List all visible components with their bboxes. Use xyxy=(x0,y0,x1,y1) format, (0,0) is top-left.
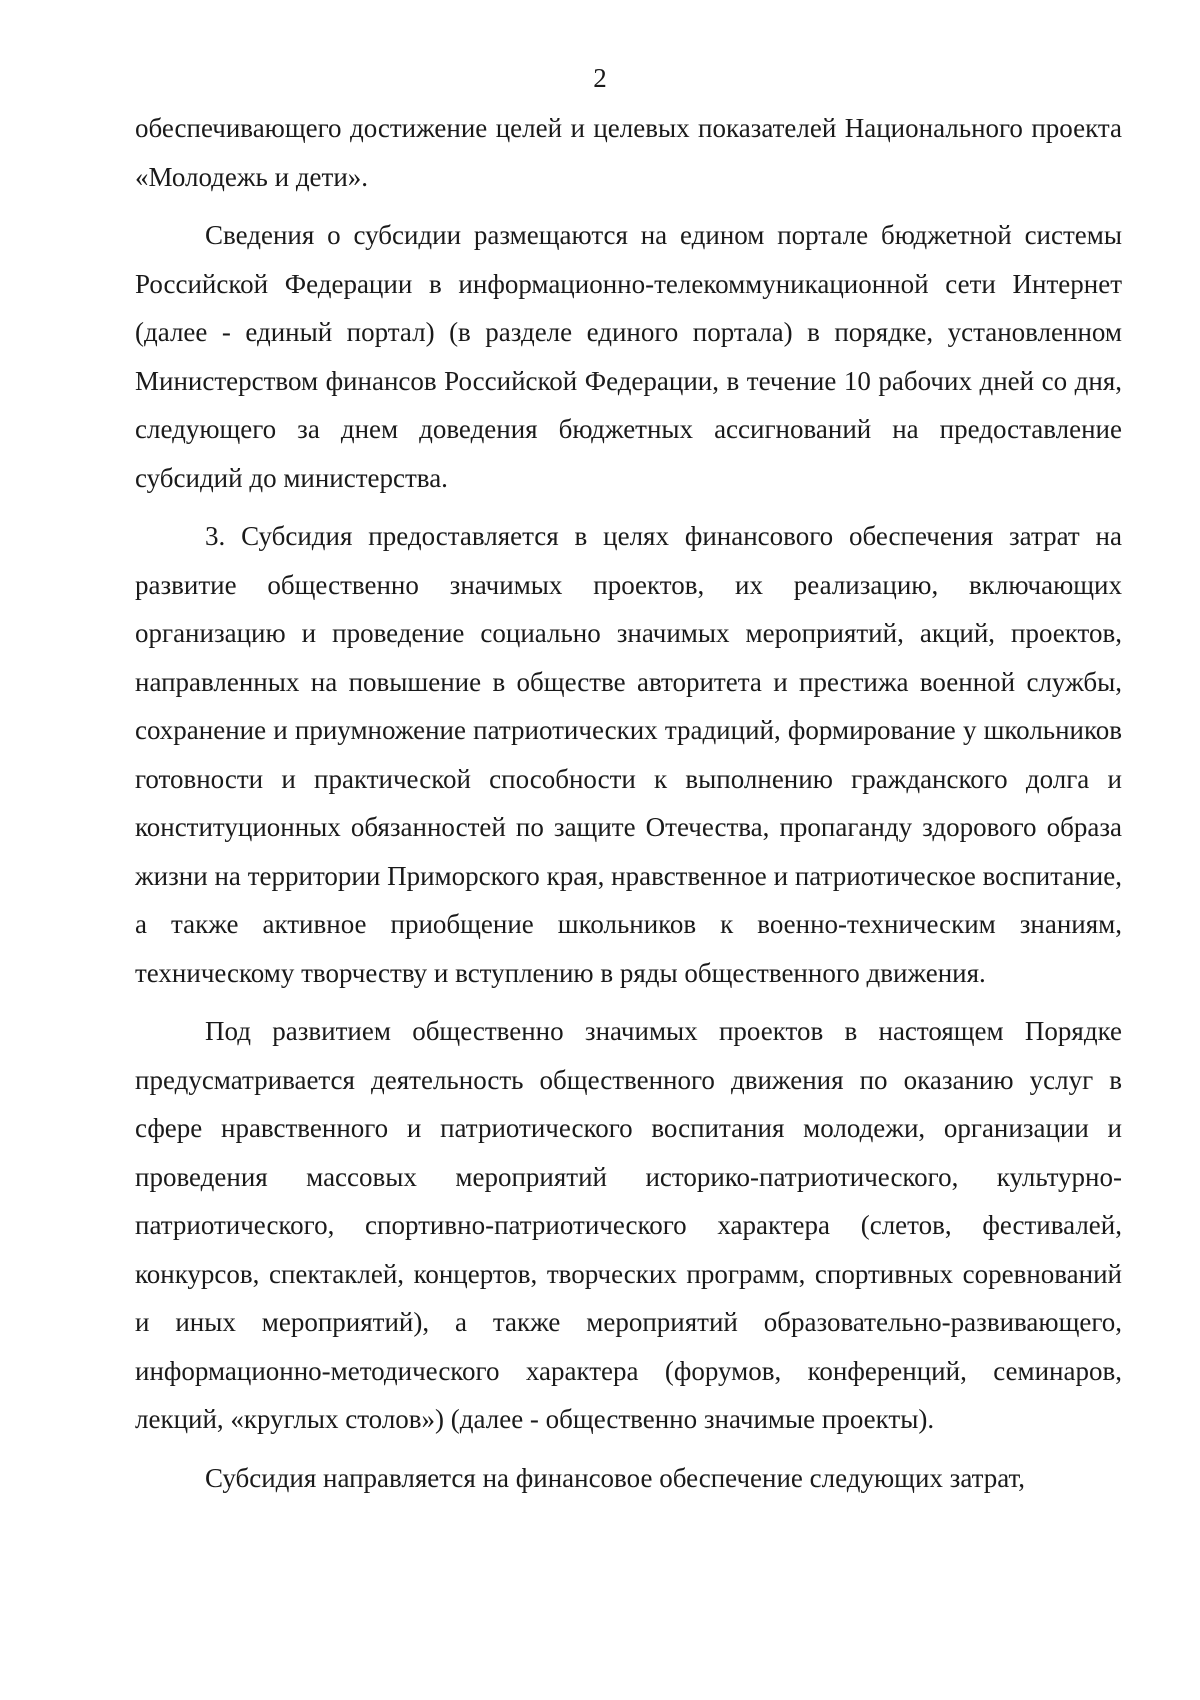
document-body xyxy=(135,104,1122,1502)
paragraph-clause-3: 3. Субсидия предоставляется в целях финансового обеспечения затрат на развитие общественно значимых проектов, их реализацию, включающих организацию и проведение социально значимых мероприятий, акций, проектов, направленных на повышение в обществе авторитета и престижа военной службы, сохранение и приумножение патриотических традиций, формирование у школьников готовности и практической способности к выполнению гражданского долга и конституционных обязанностей по защите Отечества, пропаганду здорового образа жизни на территории Приморского края, нравственное и патриотическое воспитание, а также активное приобщение школьников к военно-техническим знаниям, техническому творчеству и вступлению в ряды общественного движения. xyxy=(135,521,1122,988)
paragraph-spacer xyxy=(135,201,1122,211)
paragraph-spacer xyxy=(135,502,1122,512)
paragraph-projects-definition: Под развитием общественно значимых проектов в настоящем Порядке предусматривается деятельность общественного движения по оказанию услуг в сфере нравственного и патриотического воспитания молодежи, организации и проведения массовых мероприятий историко-патриотического, культурно-патриотического, спортивно-патриотического характера (слетов, фестивалей, конкурсов, спектаклей, концертов, творческих программ, спортивных соревнований и иных мероприятий), а также мероприятий образовательно-развивающего, информационно-методического характера (форумов, конференций, семинаров, лекций, «круглых столов») (далее - общественно значимые проекты). xyxy=(135,1016,1122,1434)
paragraph-spacer xyxy=(135,997,1122,1007)
paragraph-continuation: обеспечивающего достижение целей и целевых показателей Национального проекта «Молодежь и дети». xyxy=(135,113,1122,192)
paragraph-subsidy-info: Сведения о субсидии размещаются на едином портале бюджетной системы Российской Федерации в информационно-телекоммуникационной сети Интернет (далее - единый портал) (в разделе единого портала) в порядке, установленном Министерством финансов Российской Федерации, в течение 10 рабочих дней со дня, следующего за днем доведения бюджетных ассигнований на предоставление субсидий до министерства. xyxy=(135,220,1122,493)
paragraph-spacer xyxy=(135,1444,1122,1454)
paragraph-subsidy-costs: Субсидия направляется на финансовое обеспечение следующих затрат, xyxy=(205,1462,1026,1493)
page-number: 2 xyxy=(593,63,607,93)
